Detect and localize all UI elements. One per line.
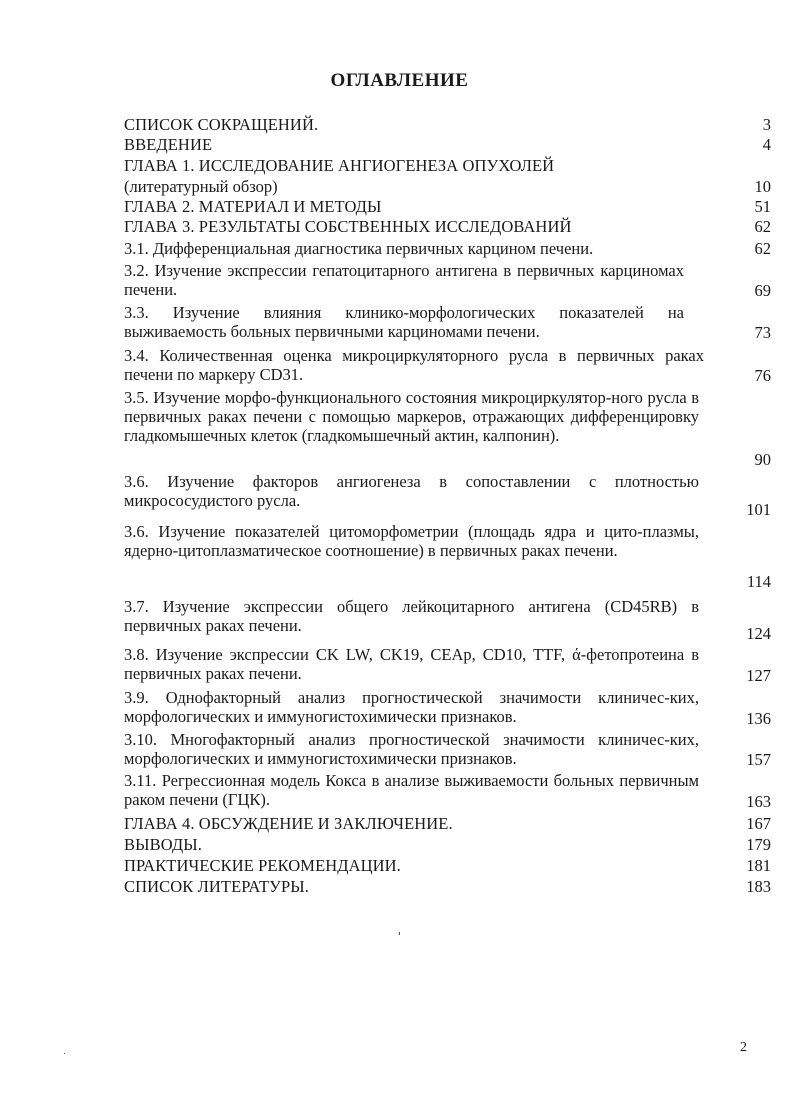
toc-entry-page: 136 (746, 709, 771, 728)
toc-entry-text: 3.6. Изучение показателей цитоморфометрии (площадь ядра и цито-плазмы, ядерно-цитоплазматическое соотношение) в первичных раках печени. (124, 522, 699, 560)
toc-entry-text: ГЛАВА 3. РЕЗУЛЬТАТЫ СОБСТВЕННЫХ ИССЛЕДОВАНИЙ (124, 217, 572, 236)
toc-entry-text: 3.9. Однофакторный анализ прогностической значимости клиничес-ких, морфологических и иммуногистохимически признаков. (124, 688, 699, 726)
toc-entry-page: 167 (746, 814, 771, 833)
toc-entry-text: 3.11. Регрессионная модель Кокса в анализе выживаемости больных первичным раком печени (ГЦК). (124, 771, 699, 809)
toc-entry-text: 3.6. Изучение факторов ангиогенеза в сопоставлении с плотностью микрососудистого русла. (124, 472, 699, 510)
toc-entry-text: ПРАКТИЧЕСКИЕ РЕКОМЕНДАЦИИ. (124, 856, 401, 875)
toc-entry-text: ГЛАВА 4. ОБСУЖДЕНИЕ И ЗАКЛЮЧЕНИЕ. (124, 814, 453, 833)
toc-entry-text: 3.3. Изучение влияния клинико-морфологических показателей на выживаемость больных первичными карциномами печени. (124, 303, 684, 341)
toc-entry-text: СПИСОК СОКРАЩЕНИЙ. (124, 115, 319, 134)
toc-entry-text: (литературный обзор) (124, 177, 278, 196)
toc-entry-text: ВВЕДЕНИЕ (124, 135, 213, 154)
toc-entry-text: 3.5. Изучение морфо-функционального состояния микроциркулятор-ного русла в первичных раках печени с помощью маркеров, отражающих дифференцировку гладкомышечных клеток (гладкомышечный актин, калпонин). (124, 388, 699, 445)
toc-entry-text: 3.4. Количественная оценка микроциркуляторного русла в первичных раках печени по маркеру CD31. (124, 346, 704, 384)
toc-entry-page: 51 (754, 197, 771, 216)
page-number: 2 (740, 1040, 747, 1055)
toc-entry-page: 157 (746, 750, 771, 769)
toc-entry-text: ГЛАВА 1. ИССЛЕДОВАНИЕ АНГИОГЕНЕЗА ОПУХОЛЕЙ (124, 156, 555, 175)
toc-entry-text: ГЛАВА 2. МАТЕРИАЛ И МЕТОДЫ (124, 197, 382, 216)
toc-entry-page: 181 (746, 856, 771, 875)
toc-entry-page: 10 (754, 177, 771, 196)
toc-entry-page: 179 (746, 835, 771, 854)
toc-entry-page: 114 (746, 572, 771, 591)
toc-entry-page: 73 (754, 323, 771, 342)
toc-entry-text: 3.1. Дифференциальная диагностика первичных карцином печени. (124, 239, 594, 258)
toc-entry-text: ВЫВОДЫ. (124, 835, 202, 854)
toc-entry-page: 101 (746, 500, 771, 519)
toc-entry-page: 3 (762, 115, 771, 134)
scan-speck (399, 932, 400, 935)
toc-entry-page: 62 (754, 217, 771, 236)
toc-entry-text: 3.7. Изучение экспрессии общего лейкоцитарного антигена (CD45RB) в первичных раках печени. (124, 597, 699, 635)
toc-entry-page: 183 (746, 877, 771, 896)
toc-entry-page: 69 (754, 281, 771, 300)
toc-entry-page: 90 (754, 450, 771, 469)
toc-entry-text: 3.2. Изучение экспрессии гепатоцитарного антигена в первичных карциномах печени. (124, 261, 684, 299)
toc-entry-page: 76 (754, 366, 771, 385)
toc-entry-page: 163 (746, 792, 771, 811)
toc-entry-page: 4 (762, 135, 771, 154)
toc-entry-text: СПИСОК ЛИТЕРАТУРЫ. (124, 877, 309, 896)
toc-entry-text: 3.10. Многофакторный анализ прогностической значимости клиничес-ких, морфологических и иммуногистохимически признаков. (124, 730, 699, 768)
toc-entry-page: 124 (746, 624, 771, 643)
page-title: ОГЛАВЛЕНИЕ (330, 70, 469, 91)
toc-entry-text: 3.8. Изучение экспрессии CK LW, CK19, CEAp, CD10, TTF, ά-фетопротеина в первичных раках печени. (124, 645, 699, 683)
toc-entry-page: 127 (746, 666, 771, 685)
scan-speck (64, 1053, 65, 1054)
toc-entry-page: 62 (754, 239, 771, 258)
